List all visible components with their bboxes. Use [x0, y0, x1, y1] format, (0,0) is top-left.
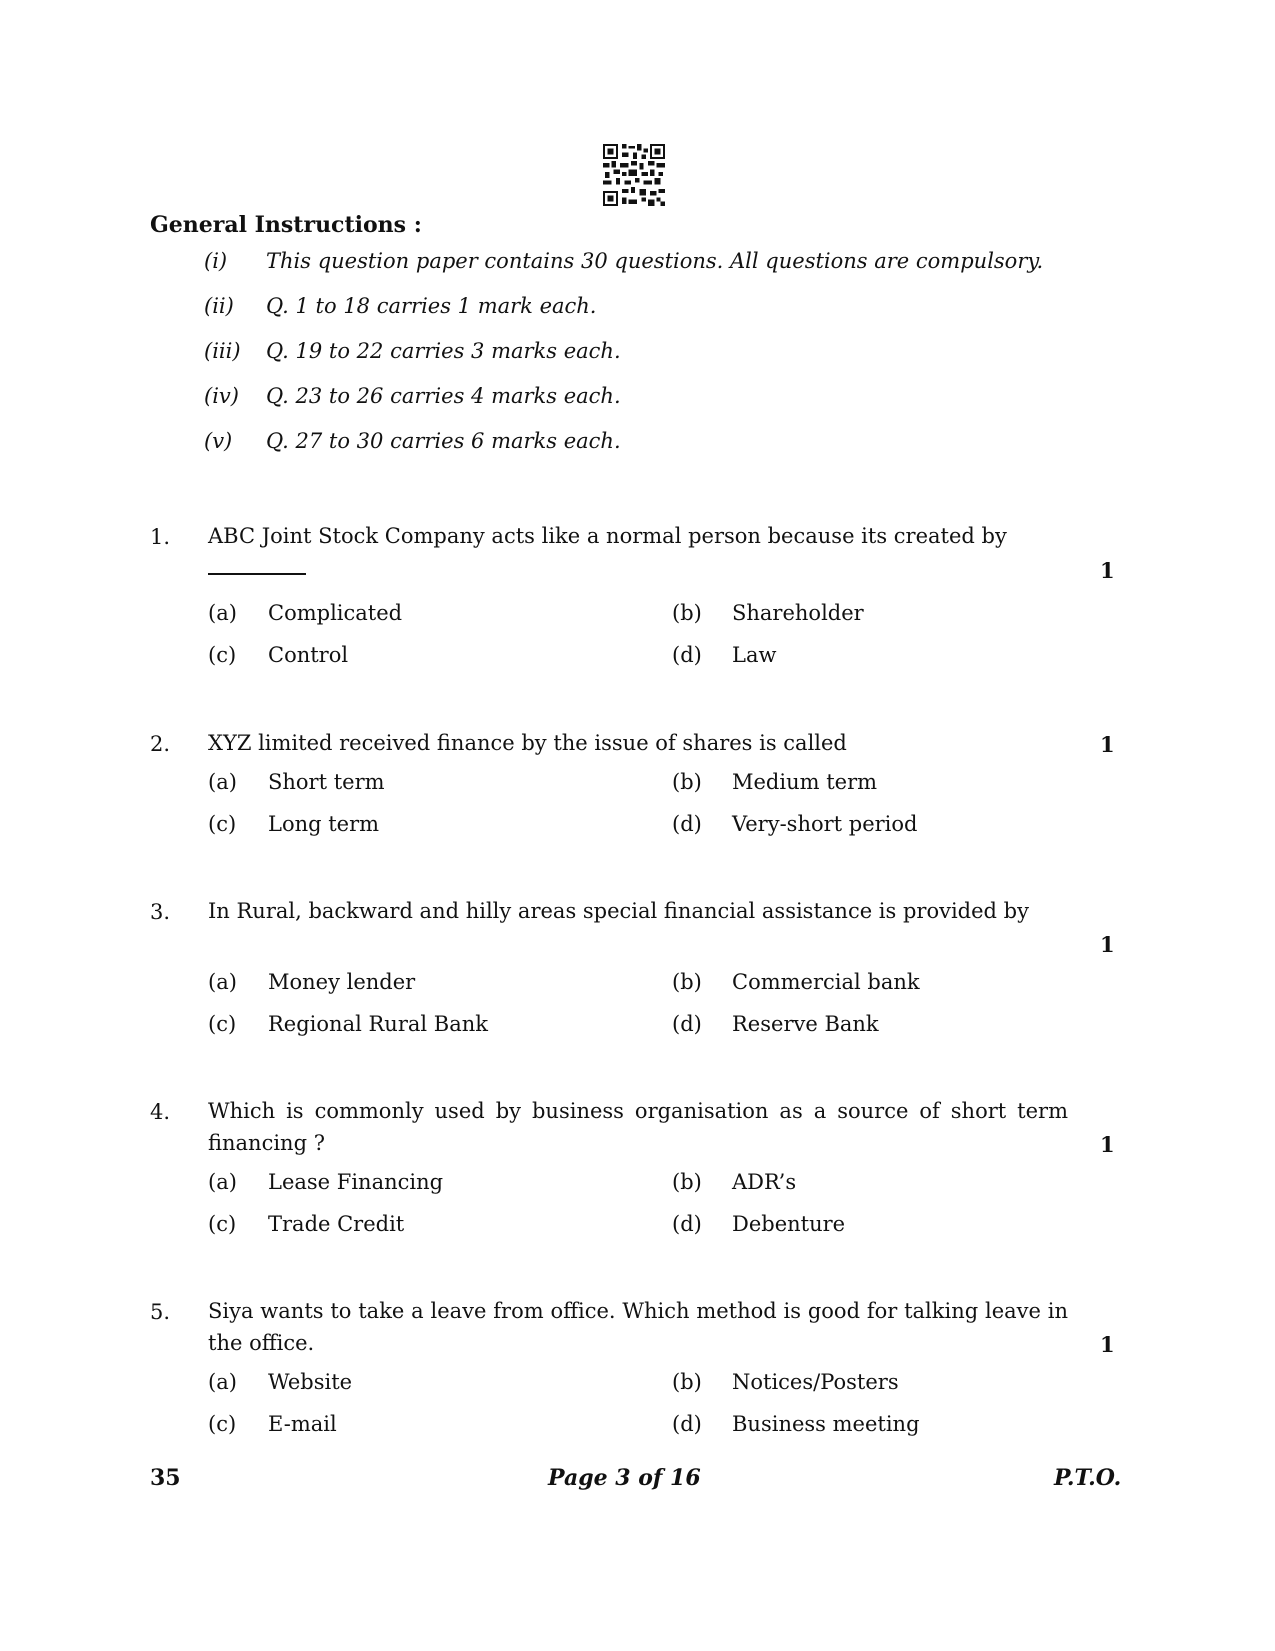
question-text: In Rural, backward and hilly areas special financial assistance is provided by [208, 899, 1029, 923]
option-label: (a) [208, 1170, 237, 1194]
option-label: (a) [208, 1370, 237, 1394]
option-text: Short term [268, 770, 385, 794]
instruction-text: This question paper contains 30 questions. All questions are compulsory. [266, 249, 1044, 273]
option-a [208, 601, 402, 625]
option-text: Lease Financing [268, 1170, 444, 1194]
instruction-item [204, 294, 596, 318]
option-text: Medium term [732, 770, 878, 794]
option-d [672, 643, 776, 667]
option-text: E-mail [268, 1412, 337, 1436]
question-text [208, 520, 1068, 584]
option-d [672, 1412, 920, 1436]
question-text-content: ABC Joint Stock Company acts like a normal person because its created by [208, 524, 1007, 548]
instruction-item [204, 429, 621, 453]
option-label: (b) [672, 770, 702, 794]
pto-label: P.T.O. [1054, 1465, 1122, 1491]
option-label: (b) [672, 1370, 702, 1394]
option-text: Notices/Posters [732, 1370, 899, 1394]
question-marks: 1 [1100, 1132, 1115, 1157]
question-number: 2. [150, 732, 171, 756]
option-text: Debenture [732, 1212, 846, 1236]
option-d [672, 1212, 845, 1236]
question-marks: 1 [1100, 932, 1115, 957]
option-a [208, 770, 385, 794]
option-label: (b) [672, 970, 702, 994]
instruction-number: (iv) [204, 384, 239, 408]
option-label: (d) [672, 812, 702, 836]
paper-code: 35 [150, 1465, 181, 1491]
option-label: (a) [208, 601, 237, 625]
option-text: Business meeting [732, 1412, 920, 1436]
instruction-item [204, 339, 621, 363]
instruction-number: (i) [204, 249, 228, 273]
option-text: Regional Rural Bank [268, 1012, 488, 1036]
question-marks: 1 [1100, 1332, 1115, 1357]
option-b [672, 601, 864, 625]
option-c [208, 1012, 488, 1036]
option-b [672, 770, 877, 794]
question-number: 3. [150, 900, 171, 924]
option-label: (c) [208, 643, 237, 667]
option-text: Complicated [268, 601, 403, 625]
option-d [672, 1012, 879, 1036]
option-c [208, 1412, 337, 1436]
instruction-item [204, 384, 621, 408]
option-b [672, 1370, 899, 1394]
option-b [672, 970, 920, 994]
instruction-text: Q. 1 to 18 carries 1 mark each. [266, 294, 597, 318]
option-c [208, 643, 348, 667]
option-text: Money lender [268, 970, 416, 994]
option-text: Commercial bank [732, 970, 920, 994]
option-label: (d) [672, 1212, 702, 1236]
question-marks: 1 [1100, 732, 1115, 757]
instruction-number: (iii) [204, 339, 241, 363]
instruction-item [204, 249, 1043, 273]
option-label: (b) [672, 1170, 702, 1194]
option-label: (c) [208, 1212, 237, 1236]
option-label: (a) [208, 770, 237, 794]
instruction-number: (ii) [204, 294, 234, 318]
option-label: (d) [672, 643, 702, 667]
qr-code-icon [603, 144, 665, 206]
option-c [208, 1212, 404, 1236]
question-number: 4. [150, 1100, 171, 1124]
question-text: Which is commonly used by business organisation as a source of short term financing ? [208, 1099, 1068, 1155]
option-label: (c) [208, 812, 237, 836]
instruction-text: Q. 23 to 26 carries 4 marks each. [266, 384, 621, 408]
option-label: (a) [208, 970, 237, 994]
option-d [672, 812, 917, 836]
option-text: Trade Credit [268, 1212, 405, 1236]
instruction-number: (v) [204, 429, 233, 453]
question-text: XYZ limited received finance by the issue of shares is called [208, 731, 847, 755]
option-label: (b) [672, 601, 702, 625]
option-a [208, 1170, 443, 1194]
question-number: 1. [150, 525, 171, 549]
option-text: Long term [268, 812, 380, 836]
general-instructions-heading: General Instructions : [150, 212, 422, 238]
option-b [672, 1170, 796, 1194]
option-label: (d) [672, 1412, 702, 1436]
option-a [208, 970, 415, 994]
question-marks: 1 [1100, 558, 1115, 583]
answer-blank [208, 572, 306, 575]
instruction-text: Q. 27 to 30 carries 6 marks each. [266, 429, 621, 453]
option-a [208, 1370, 352, 1394]
option-text: ADR’s [732, 1170, 797, 1194]
option-c [208, 812, 379, 836]
option-text: Law [732, 643, 777, 667]
option-text: Very-short period [732, 812, 918, 836]
option-text: Control [268, 643, 349, 667]
option-label: (d) [672, 1012, 702, 1036]
option-text: Website [268, 1370, 353, 1394]
option-label: (c) [208, 1012, 237, 1036]
option-text: Shareholder [732, 601, 864, 625]
question-number: 5. [150, 1300, 171, 1324]
option-text: Reserve Bank [732, 1012, 879, 1036]
question-text: Siya wants to take a leave from office. Which method is good for talking leave in the office. [208, 1299, 1068, 1355]
option-label: (c) [208, 1412, 237, 1436]
page-number: Page 3 of 16 [548, 1465, 701, 1491]
instruction-text: Q. 19 to 22 carries 3 marks each. [266, 339, 621, 363]
